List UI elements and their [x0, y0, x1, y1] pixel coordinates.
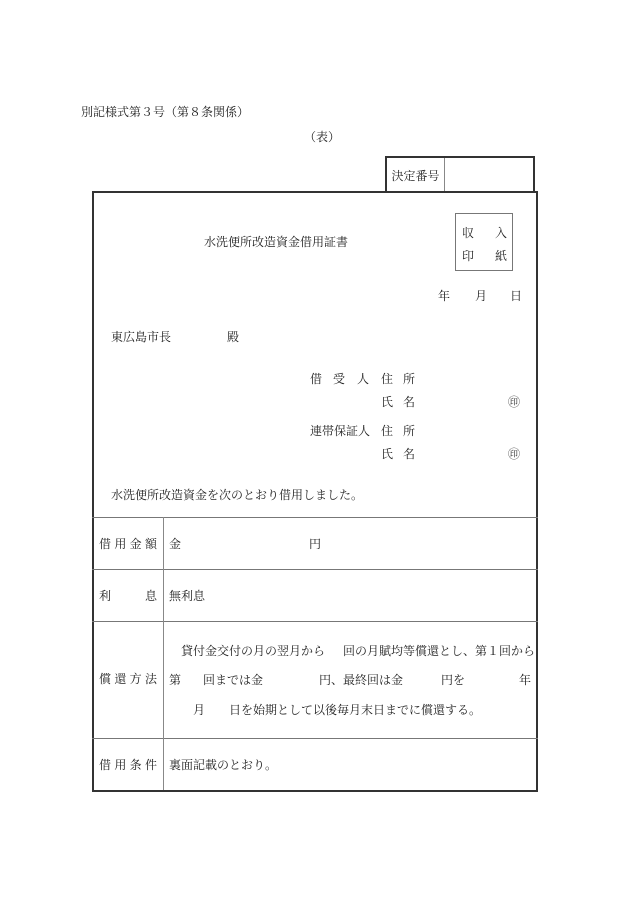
repayment-text: 円、最終回は金 — [319, 673, 404, 687]
table-divider — [92, 569, 538, 570]
repayment-text: 日を始期として以後毎月末日までに償還する。 — [229, 703, 482, 717]
guarantor-name-label: 名 — [403, 447, 416, 461]
table-divider — [92, 738, 538, 739]
row-label-repayment-method: 償 還 方 法 — [99, 672, 157, 686]
addressee: 東広島市長 — [111, 330, 172, 344]
intro-statement: 水洗便所改造資金を次のとおり借用しました。 — [111, 488, 364, 502]
repayment-text: 第 — [169, 673, 182, 687]
stamp-char: 収 — [462, 226, 475, 240]
loan-conditions-value: 裏面記載のとおり。 — [169, 758, 278, 772]
borrower-role-char: 人 — [357, 372, 370, 386]
stamp-char: 入 — [494, 226, 507, 240]
loan-amount-prefix: 金 — [169, 537, 182, 551]
document-title: 水洗便所改造資金借用証書 — [204, 235, 349, 249]
revenue-stamp-box — [455, 213, 513, 271]
borrower-role-char: 受 — [333, 372, 346, 386]
row-label-interest: 利 息 — [99, 589, 157, 603]
repayment-text: 回の月賦均等償還とし、第１回から — [343, 644, 536, 658]
row-label-loan-conditions: 借 用 条 件 — [99, 758, 157, 772]
date-month: 月 — [475, 289, 488, 303]
decision-number-field[interactable] — [445, 158, 533, 191]
guarantor-address-label: 住 — [381, 424, 394, 438]
guarantor-address-label: 所 — [403, 424, 416, 438]
table-divider — [92, 621, 538, 622]
borrower-address-label: 住 — [381, 372, 394, 386]
date-day: 日 — [510, 289, 523, 303]
date-year: 年 — [438, 289, 451, 303]
decision-number-box — [385, 156, 535, 191]
borrower-name-label: 名 — [403, 395, 416, 409]
borrower-address-label: 所 — [403, 372, 416, 386]
loan-amount-suffix: 円 — [309, 537, 322, 551]
decision-number-label: 決定番号 — [387, 158, 445, 193]
seal-icon: ㊞ — [508, 447, 521, 461]
stamp-char: 印 — [462, 249, 475, 263]
repayment-text: 回までは金 — [203, 673, 264, 687]
side-indicator: （表） — [304, 130, 341, 144]
repayment-text: 月 — [193, 703, 206, 717]
interest-value: 無利息 — [169, 589, 206, 603]
repayment-text: 貸付金交付の月の翌月から — [181, 644, 326, 658]
guarantor-name-label: 氏 — [381, 447, 394, 461]
borrower-role-char: 借 — [310, 372, 323, 386]
repayment-text: 年 — [519, 673, 532, 687]
repayment-text: 円を — [441, 673, 466, 687]
row-label-loan-amount: 借 用 金 額 — [99, 537, 157, 551]
seal-icon: ㊞ — [508, 395, 521, 409]
borrower-name-label: 氏 — [381, 395, 394, 409]
table-column-divider — [163, 517, 164, 790]
form-number: 別記様式第３号（第８条関係） — [81, 105, 250, 119]
table-divider — [92, 517, 538, 518]
guarantor-role: 連帯保証人 — [310, 424, 371, 438]
honorific: 殿 — [227, 330, 240, 344]
stamp-char: 紙 — [494, 249, 507, 263]
